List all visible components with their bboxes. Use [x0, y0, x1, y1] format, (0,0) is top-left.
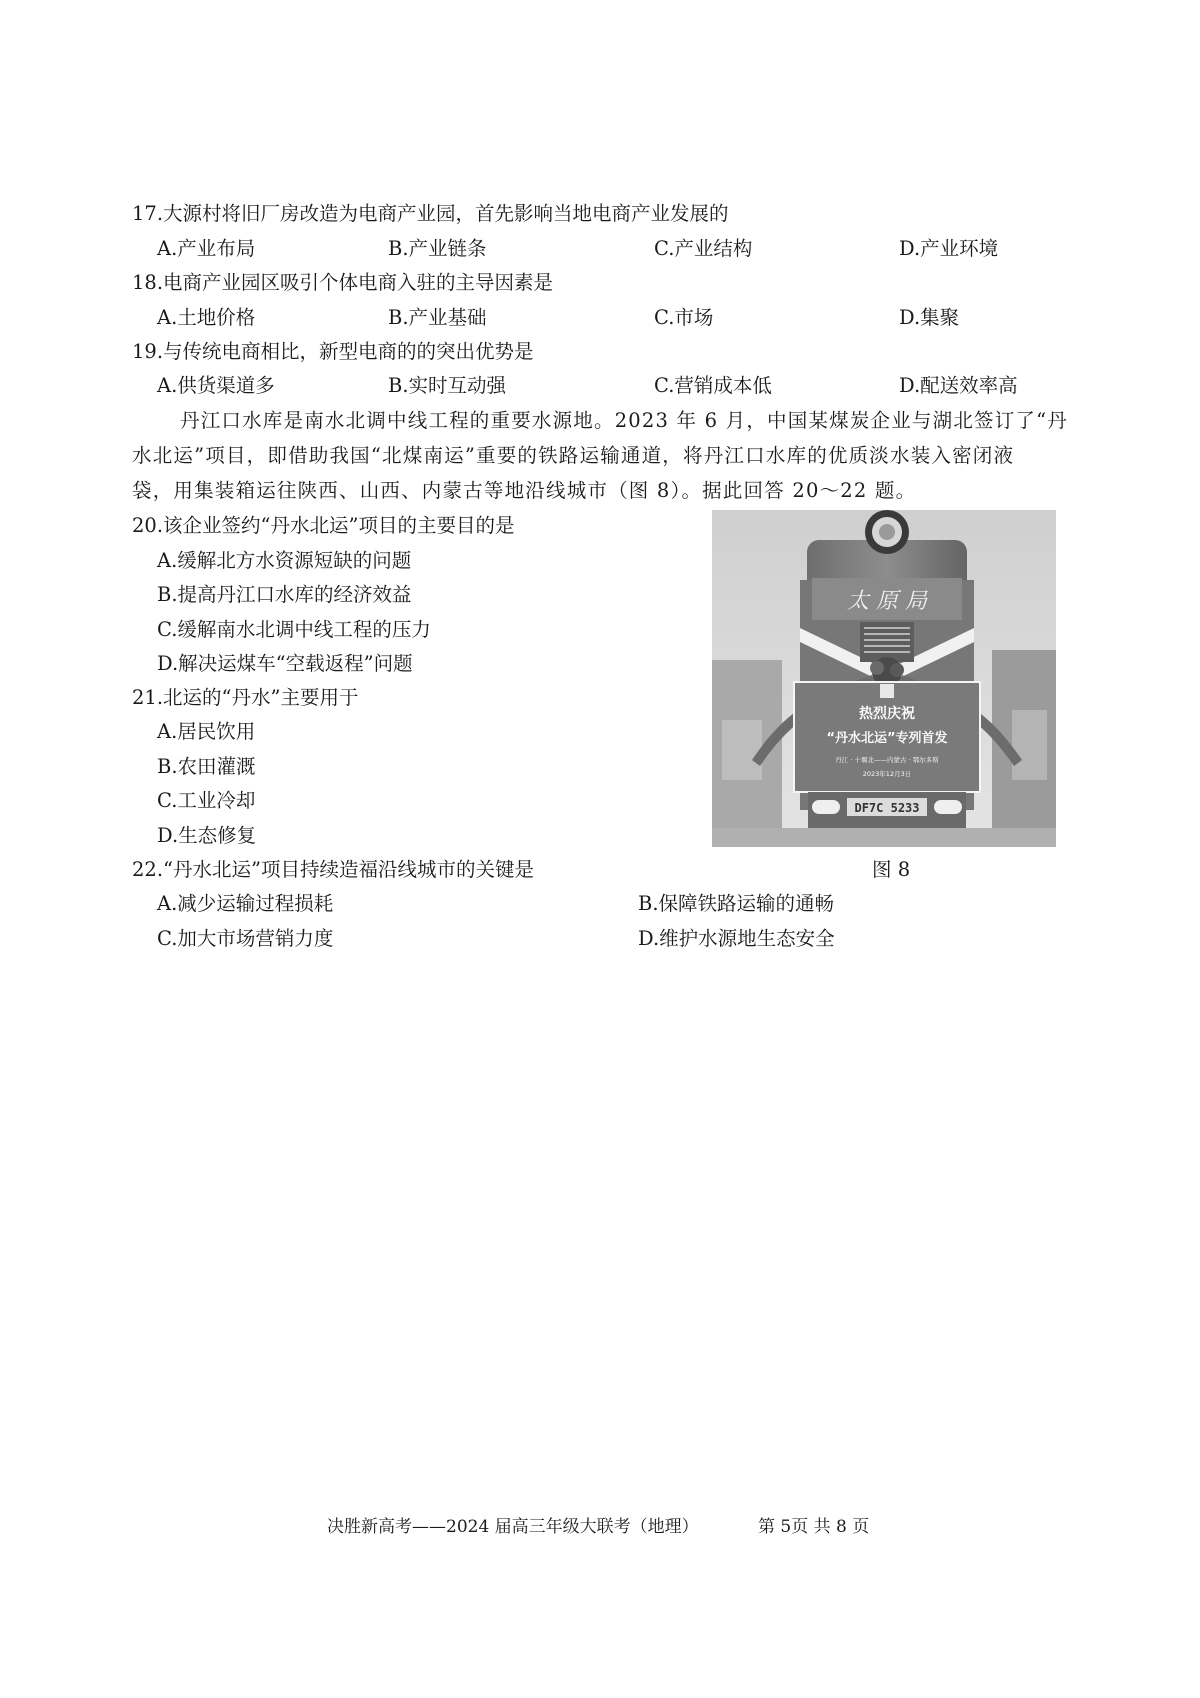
- question-18-stem: 18.电商产业园区吸引个体电商入驻的主导因素是: [132, 271, 554, 294]
- banner-date: 2023年12月3日: [862, 770, 912, 778]
- q19-option-b: B.实时互动强: [388, 374, 507, 397]
- q22-option-d: D.维护水源地生态安全: [638, 927, 835, 950]
- q20-option-a: A.缓解北方水资源短缺的问题: [157, 549, 412, 572]
- question-20-stem: 20.该企业签约“丹水北运”项目的主要目的是: [132, 514, 515, 537]
- q17-option-b: B.产业链条: [388, 237, 487, 260]
- banner-line-2: “丹水北运”专列首发: [826, 731, 948, 746]
- passage-line-1: 丹江口水库是南水北调中线工程的重要水源地。2023 年 6 月，中国某煤炭企业与湖北签订了“丹: [180, 409, 1068, 432]
- q21-option-b: B.农田灌溉: [157, 755, 256, 778]
- q21-option-c: C.工业冷却: [157, 789, 256, 812]
- q20-option-b: B.提高丹江口水库的经济效益: [157, 583, 412, 606]
- number-plate: DF7C 5233: [854, 801, 920, 815]
- q22-option-b: B.保障铁路运输的通畅: [638, 892, 835, 915]
- q19-option-a: A.供货渠道多: [157, 374, 275, 397]
- banner-line-1: 热烈庆祝: [859, 706, 915, 722]
- q20-option-c: C.缓解南水北调中线工程的压力: [157, 618, 431, 641]
- q18-option-d: D.集聚: [899, 306, 960, 329]
- q19-option-c: C.营销成本低: [654, 374, 772, 397]
- svg-text:太 原 局: 太 原 局: [847, 589, 927, 614]
- question-21-stem: 21.北运的“丹水”主要用于: [132, 686, 359, 709]
- q17-option-c: C.产业结构: [654, 237, 753, 260]
- q17-option-a: A.产业布局: [157, 237, 256, 260]
- question-19-stem: 19.与传统电商相比，新型电商的的突出优势是: [132, 340, 534, 363]
- question-17-stem: 17.大源村将旧厂房改造为电商产业园，首先影响当地电商产业发展的: [132, 202, 729, 225]
- q18-option-c: C.市场: [654, 306, 714, 329]
- footer-page-number: 第 5页 共 8 页: [758, 1517, 870, 1537]
- q22-option-c: C.加大市场营销力度: [157, 927, 334, 950]
- passage-line-3: 袋，用集装箱运往陕西、山西、内蒙古等地沿线城市（图 8）。据此回答 20～22 题。: [132, 479, 917, 502]
- locomotive-photo: [712, 510, 1056, 847]
- q20-option-d: D.解决运煤车“空载返程”问题: [157, 652, 413, 675]
- cab-text: [847, 589, 928, 614]
- banner-line-3: 丹江 · 十堰北——内蒙古 · 鄂尔多斯: [835, 756, 939, 764]
- footer-exam-title: 决胜新高考——2024 届高三年级大联考（地理）: [327, 1517, 699, 1537]
- q19-option-d: D.配送效率高: [899, 374, 1018, 397]
- q21-option-a: A.居民饮用: [157, 720, 256, 743]
- q21-option-d: D.生态修复: [157, 824, 257, 847]
- q18-option-a: A.土地价格: [157, 306, 256, 329]
- q18-option-b: B.产业基础: [388, 306, 487, 329]
- figure-caption: 图 8: [872, 858, 911, 881]
- passage-line-2: 水北运”项目，即借助我国“北煤南运”重要的铁路运输通道，将丹江口水库的优质淡水装入密闭液: [132, 444, 1015, 467]
- q22-option-a: A.减少运输过程损耗: [157, 892, 334, 915]
- question-22-stem: 22.“丹水北运”项目持续造福沿线城市的关键是: [132, 858, 534, 881]
- q17-option-d: D.产业环境: [899, 237, 999, 260]
